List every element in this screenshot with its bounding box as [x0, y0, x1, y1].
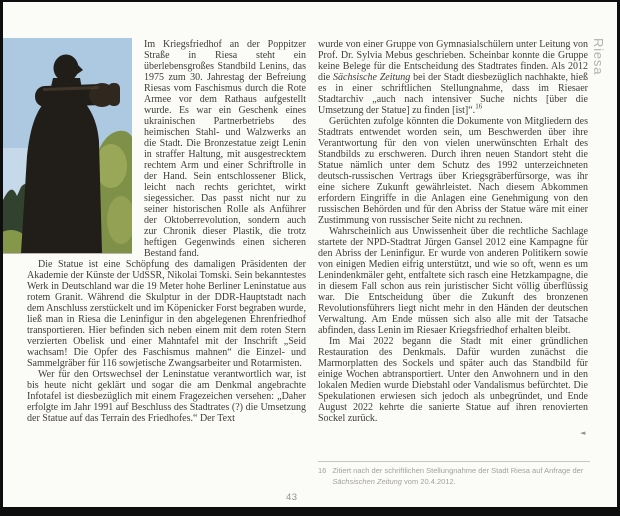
- lenin-statue-photo: [3, 38, 138, 255]
- page-number: 43: [286, 492, 298, 503]
- margin-tab-riesa: Riesa: [591, 38, 606, 76]
- lenin-statue-photo-art: [3, 38, 132, 254]
- end-of-article-marker: ◄: [580, 429, 586, 437]
- paragraph: Wer für den Ortswechsel der Leninstatue verantwortlich war, ist bis heute nicht geklärt und sogar die am Denkmal angebrachte Infotafel ist diesbezüglich mit einem Fragezeichen versehen: „Daher erfolgte im Jahr 1991 auf Beschluss des Stadtrates (?) die Umsetzung der Statue auf das Terrain des Friedhofes.“ Der Text: [27, 369, 306, 424]
- footnote-divider: [318, 461, 590, 462]
- right-text-column: [318, 39, 588, 424]
- book-page: [3, 2, 617, 507]
- statue-head: [54, 55, 79, 82]
- left-text-column: [27, 39, 306, 424]
- statue-scroll: [108, 83, 120, 106]
- paragraph: Im Mai 2022 begann die Stadt mit einer gründlichen Restauration des Denkmals. Dafür wurden zunächst die Marmorplatten des Sockels und später auch das Standbild für einige Wochen abtransportiert. Unter den Anwohnern und in den lokalen Medien wurde Diebstahl oder Vandalismus befürchtet. Die Spekulationen erwiesen sich jedoch als unbegründet, und Ende August 2022 kehrte die sanierte Statue auf ihren renovierten Sockel zurück.: [318, 336, 588, 424]
- footnote-number: 16: [318, 466, 327, 475]
- footnote-text: Zitiert nach der schriftlichen Stellungnahme der Stadt Riesa auf Anfrage der Sächsischen Zeitung vom 20.4.2012.: [332, 466, 584, 486]
- footnote: [318, 466, 590, 487]
- paragraph: Im Kriegsfriedhof an der Poppitzer Straße in Riesa steht ein überlebensgroßes Standbild Lenins, das 1975 zum 30. Jahrestag der Befreiung Riesas vom Faschismus durch die Rote Armee vor dem Rathaus aufgestellt wurde. Es war ein Geschenk eines ukrainischen Partnerbetriebs des heimischen Stahl- und Walzwerks an die Stadt. Die Bronzestatue zeigt Lenin in straffer Haltung, mit ausgestrecktem rechtem Arm und einer Schriftrolle in der Hand. Sein entschlossener Blick, leicht nach rechts gerichtet, wirkt siegessicher. Das passt nicht nur zu seiner historischen Rolle als Anführer der Oktoberrevolution, sondern auch zur Chronik dieser Plastik, die trotz heftigen Gegenwinds einen sicheren Bestand fand.: [144, 39, 306, 259]
- paragraph: Wahrscheinlich aus Unwissenheit über die rechtliche Sachlage startete der NPD-Stadtrat Jürgen Gansel 2012 eine Kampagne für den Abriss der Leninfigur. Er wurde von anderen Politikern sowie von einigen Medien eifrig unterstützt, und wie so oft, wenn es um Lenindenkmäler geht, entfaltete sich rasch eine Hetzkampagne, die in diesem Fall schon aus rein juristischer Sicht völlig überflüssig war. Die Entscheidung über die Zukunft des bronzenen Revolutionsführers liegt nicht mehr in den Händen der deutschen Verwaltung. Am Ende müssen sich also alle mit der Tatsache abfinden, dass Lenin im Riesaer Kriegsfriedhof erhalten bleibt.: [318, 226, 588, 336]
- paragraph: wurde von einer Gruppe von Gymnasialschülern unter Leitung von Prof. Dr. Sylvia Mebus geschrieben. Scheinbar konnte die Gruppe keine Belege für die Entscheidung des Stadtrates finden. Als 2012 die Sächsische Zeitung bei der Stadt diesbezüglich nachhakte, hieß es in einer schriftlichen Stellungnahme, dass im Riesaer Stadtarchiv „auch nach intensiver Suche nichts [über die Umsetzung der Statue] zu finden [ist]“.$^{16}$: [318, 39, 589, 116]
- paragraph: Die Statue ist eine Schöpfung des damaligen Präsidenten der Akademie der Künste der UdSSR, Nikolai Tomski. Sein bekanntestes Werk in Deutschland war die 19 Meter hohe Berliner Leninstatue aus rotem Granit. Während die Skulptur in der DDR-Hauptstadt nach dem Anschluss zerstückelt und im Köpenicker Forst begraben wurde, ließ man in Riesa die Leninfigur in den abgelegenen Ehrenfriedhof transportieren. Hier befinden sich neben einem mit dem roten Stern verzierten Obelisk und einer Mahntafel mit der Inschrift „Seid wachsam! Die Opfer des Faschismus mahnen“ die Einzel- und Sammelgräber für 116 sowjetische Zwangsarbeiter und Rotarmisten.: [27, 259, 306, 369]
- paragraph: Gerüchten zufolge könnten die Dokumente von Mitgliedern des Stadtrats entwendet worden sein, um Beschwerden über ihre Verantwortung für den von vielen unerwünschten Erhalt des Standbilds zu erschweren. Durch ihren neuen Standort steht die Statue nämlich unter dem Schutz des 1992 unterzeichneten deutsch-russischen Vertrags über Kriegsgräberfürsorge, was ihr eine sichere Zukunft gewährleistet. Nach diesem Abkommen erfordern Eingriffe in die Anlagen eine Genehmigung von den russischen Behörden und für den Abriss der Statue wäre mit einer Zustimmung von russischer Seite nicht zu rechnen.: [318, 116, 588, 226]
